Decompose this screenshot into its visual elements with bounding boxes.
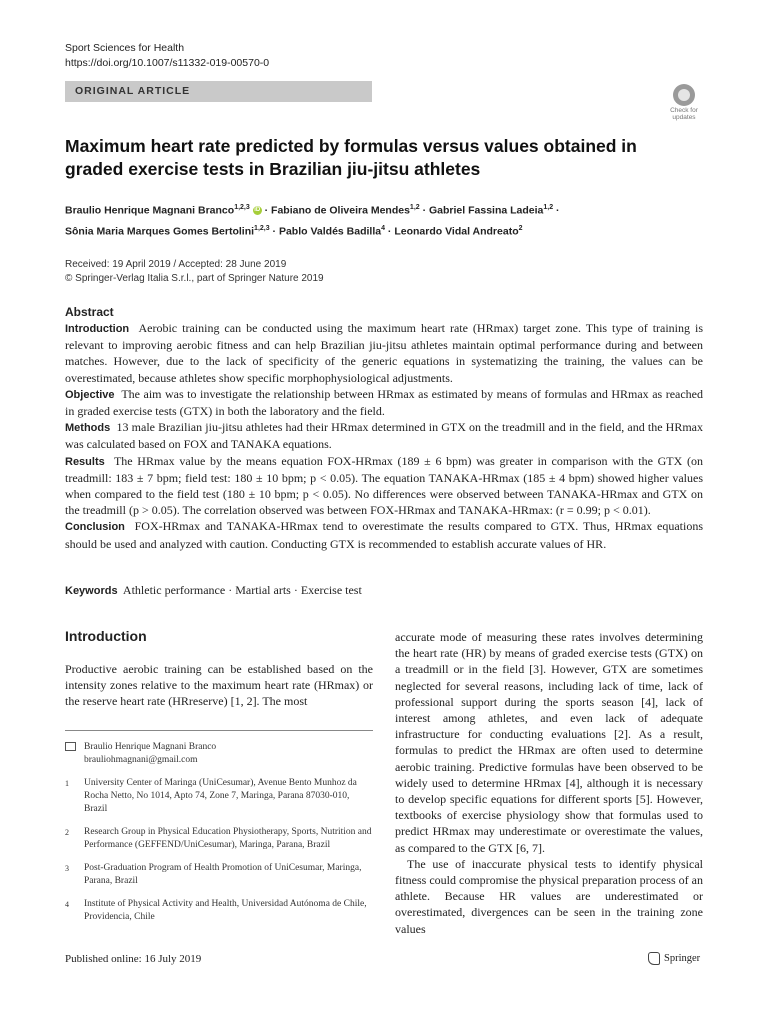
- publisher-name: Springer: [664, 953, 701, 964]
- article-type-label: ORIGINAL ARTICLE: [75, 85, 191, 97]
- keywords-label: Keywords: [65, 585, 118, 597]
- author-list: Braulio Henrique Magnani Branco$^{1,2,3}$ iD · Fabiano de Oliveira Mendes$^{1,2}$ · Gabriel Fassina Ladeia$^{1,2}$ · Sônia Maria Marques Gomes Bertolini$^{1,2,3}$ · Pablo Valdés Badilla$^4$ · Leonardo Vidal Andreato$^2$: [65, 204, 560, 237]
- springer-horse-icon: [648, 952, 660, 965]
- article-title: Maximum heart rate predicted by formulas versus values obtained in graded exercise tests in Brazilian jiu-jitsu athletes: [65, 136, 637, 179]
- author-affiliation: 1,2,3: [234, 204, 250, 211]
- introduction-right-column: [395, 629, 703, 937]
- correspondence-name: Braulio Henrique Magnani Branco: [84, 742, 217, 752]
- author-affiliation: 4: [381, 224, 385, 232]
- author-name[interactable]: Leonardo Vidal Andreato: [394, 225, 519, 237]
- introduction-paragraph: Productive aerobic training can be established based on the intensity zones relative to the maximum heart rate (HRmax) or the reserve heart rate (HRreserve) [1, 2]. The most: [65, 662, 373, 709]
- abstract-results: [65, 453, 703, 519]
- abstract-label: Conclusion: [65, 521, 125, 534]
- abstract-methods: [65, 419, 703, 452]
- introduction-heading: Introduction: [65, 628, 147, 644]
- introduction-paragraph: accurate mode of measuring these rates involves determining the heart rate (HR) by means of graded exercise tests (GTX) on a treadmill or in the field [3]. However, GTX are sometimes neglected for several reasons, including lack of time, lack of professional support during the sports season [4], lack of interest among athletes, and even lack of adequate infrastructure for conducting evaluations [2]. As a result, formulas to predict the HRmax are often used to determine aerobic training. Predictive formulas have been observed to be widely used to determine HRmax [4], although it is necessary to develop specific equations for different sports [5]. However, textbooks of exercise physiology show that formulas used to predict HRmax may underestimate or overestimate the values, as compared to the GTX [6, 7].: [395, 630, 703, 855]
- abstract-text: FOX-HRmax and TANAKA-HRmax tend to overestimate the results compared to GTX. Thus, HRmax equations should be used and analyzed with caution. Conducting GTX is recommended to establish accurate values of HR.: [65, 519, 704, 551]
- author-affiliation: 1,2: [543, 204, 554, 211]
- keywords: [65, 582, 362, 599]
- author-name[interactable]: Pablo Valdés Badilla: [278, 225, 382, 237]
- abstract-section: [65, 305, 703, 552]
- affiliation-item: [65, 826, 373, 852]
- author-name[interactable]: Gabriel Fassina Ladeia: [429, 204, 544, 217]
- doi-link[interactable]: https://doi.org/10.1007/s11332-019-00570-0: [65, 57, 270, 69]
- article-type-banner: [65, 81, 372, 102]
- orcid-icon[interactable]: iD: [254, 207, 261, 214]
- article-dates: [65, 258, 324, 286]
- check-updates-icon: [673, 84, 695, 106]
- abstract-text: The aim was to investigate the relationship between HRmax as estimated by means of formulas and HRmax as reached in graded exercise tests (GTX) in both the laboratory and the field.: [65, 386, 703, 419]
- envelope-icon: [65, 742, 76, 751]
- correspondence: [65, 741, 373, 767]
- correspondence-email[interactable]: brauliohmagnani@gmail.com: [84, 755, 198, 765]
- author-name[interactable]: Fabiano de Oliveira Mendes: [271, 204, 410, 217]
- abstract-conclusion: [65, 518, 703, 551]
- affiliation-number: 3: [65, 864, 69, 873]
- journal-name: Sport Sciences for Health: [65, 42, 185, 54]
- affiliation-number: 1: [65, 779, 69, 788]
- affiliations-footnote: [65, 741, 373, 934]
- affiliation-item: [65, 862, 373, 888]
- abstract-label: Objective: [65, 388, 115, 401]
- check-updates-label: Check for updates: [670, 107, 698, 121]
- author-affiliation: 2: [518, 224, 523, 232]
- copyright-notice: © Springer-Verlag Italia S.r.l., part of Springer Nature 2019: [65, 273, 324, 284]
- received-accepted-dates: Received: 19 April 2019 / Accepted: 28 June 2019: [65, 259, 287, 270]
- author-affiliation: 1,2: [409, 204, 420, 211]
- abstract-objective: [65, 386, 703, 419]
- footnote-divider: [65, 730, 373, 731]
- affiliation-text: University Center of Maringa (UniCesumar), Avenue Bento Munhoz da Rocha Netto, No 1014, Apto 74, Zone 7, Maringa, Parana 87030-010, Brazil: [84, 778, 357, 814]
- introduction-paragraph: The use of inaccurate physical tests to identify physical fitness could compromise the physical preparation process of an athlete. Because HR values are underestimated or overestimated, divergences can be seen in the training zone values: [395, 856, 703, 936]
- check-for-updates-badge[interactable]: [664, 84, 704, 124]
- keywords-text: Athletic performance · Martial arts · Exercise test: [122, 583, 362, 597]
- published-date: Published online: 16 July 2019: [65, 953, 202, 965]
- affiliation-number: 2: [65, 828, 69, 837]
- publisher-logo: [648, 952, 700, 965]
- affiliation-number: 4: [65, 900, 69, 909]
- abstract-label: Results: [65, 455, 105, 468]
- author-affiliation: 1,2,3: [254, 224, 270, 232]
- affiliation-text: Post-Graduation Program of Health Promotion of UniCesumar, Maringa, Parana, Brazil: [84, 863, 362, 886]
- abstract-label: Methods: [65, 422, 111, 435]
- abstract-label: Introduction: [65, 323, 130, 335]
- abstract-heading: Abstract: [65, 305, 114, 319]
- affiliation-item: [65, 898, 373, 924]
- affiliation-text: Research Group in Physical Education Physiotherapy, Sports, Nutrition and Performance (GEFFEND/UniCesumar), Maringa, Parana, Brazil: [84, 827, 372, 850]
- author-name[interactable]: Sônia Maria Marques Gomes Bertolini: [65, 225, 255, 237]
- abstract-text: 13 male Brazilian jiu-jitsu athletes had their HRmax determined in GTX on the treadmill and in the field, and the HRmax was calculated based on FOX and TANAKA equations.: [65, 420, 703, 452]
- abstract-text: Aerobic training can be conducted using the maximum heart rate (HRmax) target zone. This type of training is relevant to improving aerobic fitness and can help Brazilian jiu-jitsu athletes maintain optimal performance during and between matches. However, due to the lack of specificity of the generic equations in systematizing the training, the values can be overestimated, because athletes show specific morphophysiological adjustments.: [65, 321, 704, 385]
- affiliation-item: [65, 777, 373, 816]
- affiliation-text: Institute of Physical Activity and Health, Universidad Autónoma de Chile, Providencia, Chile: [84, 899, 367, 922]
- journal-header: [65, 41, 269, 71]
- author-name[interactable]: Braulio Henrique Magnani Branco: [65, 204, 235, 217]
- abstract-introduction: [65, 320, 703, 386]
- abstract-text: The HRmax value by the means equation FOX-HRmax (189 ± 6 bpm) was greater in comparison with the GTX (on treadmill: 183 ± 7 bpm; field test: 180 ± 10 bpm; p < 0.05). The equation TANAKA-HRmax (185 ± 4 bpm) showed higher values when compared to the field test (180 ± 10 bpm; p < 0.05). No differences were observed between TANAKA-HRmax and GTX on the treadmill (p > 0.05). The correlation observed was between FOX-HRmax and TANAKA-HRmax: (r = 0.99; p < 0.01).: [65, 453, 703, 518]
